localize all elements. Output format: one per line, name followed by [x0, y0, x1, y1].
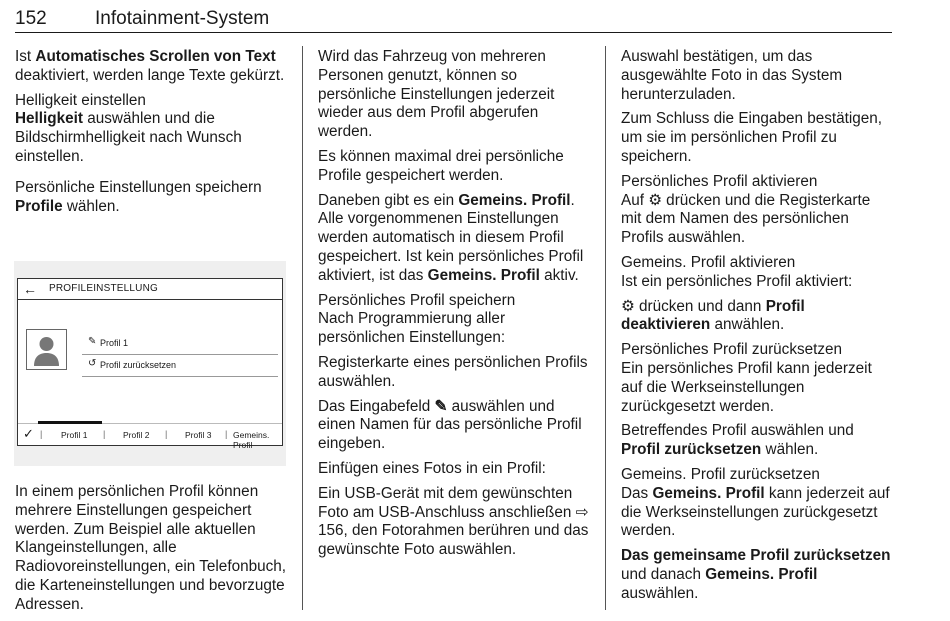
menu-term: Helligkeit [15, 110, 84, 128]
section-heading: Gemeins. Profil zurücksetzen [621, 465, 820, 483]
text: . Alle vorgenommenen Einstellungen werden automatisch in diesem Profil gespeichert. Ist kein persönliches Profil aktiviert, ist das [318, 191, 584, 284]
text: Daneben gibt es ein [318, 191, 459, 209]
section-heading: Persönliches Profil aktivieren [621, 172, 818, 190]
section-heading: Persönliche Einstellungen speichern [15, 178, 262, 196]
back-arrow-icon: ← [23, 281, 37, 297]
tab-separator: | [103, 429, 106, 439]
person-silhouette-icon [27, 330, 66, 369]
text: Ein USB-Gerät mit dem gewünschten Foto am USB-Anschluss anschließen [318, 484, 576, 521]
section-heading: Helligkeit einstellen [15, 91, 146, 109]
paragraph: In einem persönlichen Profil können mehrere Einstellungen gespeichert werden. Zum Beispiel alle aktuellen Klangeinstellungen, alle Radiovoreinstellungen, ein Telefonbuch, die Karteneinstellungen und bevorzugte Adressen. [15, 483, 287, 613]
tab-common-profile: Gemeins. Profil [233, 430, 270, 450]
paragraph: Ist ein persönliches Profil aktiviert: [621, 272, 853, 290]
text: kann jederzeit auf die Werkseinstellungen zurückgesetzt werden. [621, 484, 890, 540]
pencil-icon: ✎ [88, 336, 97, 347]
paragraph [621, 298, 893, 336]
text: aktiv. [539, 266, 579, 284]
text: auswählen und einen Namen für das persönliche Profil eingeben. [318, 397, 582, 453]
profile-reset-label: Profil zurücksetzen [100, 360, 177, 370]
profile-photo-frame [26, 329, 67, 370]
column-divider [302, 46, 303, 610]
page-header [15, 8, 892, 33]
menu-term: Automatisches Scrollen von Text [35, 48, 276, 65]
pencil-icon: ✎ [434, 397, 448, 415]
screen-title: PROFILEINSTELLUNG [49, 283, 158, 294]
text: Betreffendes Profil auswählen und [621, 422, 854, 440]
text: wählen. [761, 441, 819, 459]
text: deaktiviert, werden lange Texte gekürzt. [15, 66, 285, 84]
text: wählen. [62, 197, 120, 215]
page-reference-link[interactable]: ⇨ 156 [318, 503, 589, 540]
paragraph: Wird das Fahrzeug von mehreren Personen genutzt, können so persönliche Einstellungen jederzeit wieder aus dem Profil abgerufen werden. [318, 48, 555, 141]
paragraph [621, 547, 893, 603]
text: und danach [621, 565, 706, 583]
column-right [621, 48, 893, 610]
paragraph: Nach Programmierung aller persönlichen Einstellungen: [318, 310, 506, 347]
tab-profile-3: Profil 3 [185, 430, 212, 440]
tab-separator: | [165, 429, 168, 439]
tab-separator: | [225, 429, 228, 439]
paragraph: Ein persönliches Profil kann jederzeit auf die Werkseinstellungen zurückgesetzt werden. [621, 359, 872, 415]
screen-title-bar [18, 279, 282, 300]
text: drücken und dann [634, 297, 766, 315]
tab-separator: | [40, 429, 43, 439]
profile-settings-screenshot [14, 261, 286, 466]
column-left [15, 48, 287, 222]
paragraph [15, 48, 287, 86]
profile-name-row [82, 336, 278, 355]
menu-term: Gemeins. Profil [705, 565, 818, 583]
text: auswählen. [621, 584, 699, 602]
reset-icon: ↺ [88, 358, 97, 369]
menu-term: Gemeins. Profil [427, 266, 540, 284]
profile-name-label: Profil 1 [100, 338, 129, 348]
paragraph: Es können maximal drei persönliche Profile gespeichert werden. [318, 147, 564, 184]
tab-profile-2: Profil 2 [123, 430, 150, 440]
text: Ist [15, 48, 36, 65]
text: anwählen. [710, 316, 785, 334]
text: drücken und die Registerkarte mit dem Namen des persönlichen Profils auswählen. [621, 191, 871, 247]
column-divider [605, 46, 606, 610]
paragraph: Registerkarte eines persönlichen Profils auswählen. [318, 353, 588, 390]
paragraph [621, 192, 893, 248]
paragraph [621, 485, 893, 541]
text: , den Fotorahmen berühren und das gewünschte Foto auswählen. [318, 522, 589, 559]
text: Das Eingabefeld [318, 397, 435, 415]
profile-reset-row [82, 358, 278, 377]
column-middle [318, 48, 595, 566]
text: Auf [621, 191, 649, 209]
paragraph [318, 192, 595, 286]
menu-term: Profil zurücksetzen [621, 441, 762, 459]
section-heading: Persönliches Profil zurücksetzen [621, 341, 843, 359]
paragraph: Auswahl bestätigen, um das ausgewählte Foto in das System herunterzuladen. [621, 48, 843, 103]
text: auswählen und die Bildschirmhelligkeit nach Wunsch einstellen. [15, 110, 242, 165]
display-frame [17, 278, 283, 450]
page-title: Infotainment-System [95, 8, 270, 29]
active-tab-indicator [38, 421, 102, 424]
menu-term: Das gemeinsame Profil zurücksetzen [621, 547, 891, 565]
paragraph: Zum Schluss die Eingaben bestätigen, um sie im persönlichen Profil zu speichern. [621, 110, 883, 165]
paragraph [15, 198, 287, 217]
text: Das [621, 484, 653, 502]
menu-term: Profile [15, 197, 63, 215]
paragraph [15, 110, 287, 166]
menu-term: Profil deaktivieren [621, 297, 805, 334]
column-left-lower [15, 483, 287, 621]
section-heading: Gemeins. Profil aktivieren [621, 253, 796, 271]
profile-tab-bar [18, 423, 282, 450]
settings-gear-icon: ⚙ [621, 297, 635, 315]
paragraph [318, 485, 595, 560]
section-heading: Persönliches Profil speichern [318, 291, 516, 309]
settings-gear-icon: ⚙ [648, 191, 662, 209]
menu-term: Gemeins. Profil [652, 484, 765, 502]
paragraph: Einfügen eines Fotos in ein Profil: [318, 459, 546, 477]
menu-term: Gemeins. Profil [458, 191, 571, 209]
tab-profile-1: Profil 1 [61, 430, 88, 440]
paragraph [621, 422, 893, 460]
check-icon: ✓ [23, 426, 34, 441]
paragraph [318, 398, 595, 454]
page-number: 152 [15, 8, 47, 29]
